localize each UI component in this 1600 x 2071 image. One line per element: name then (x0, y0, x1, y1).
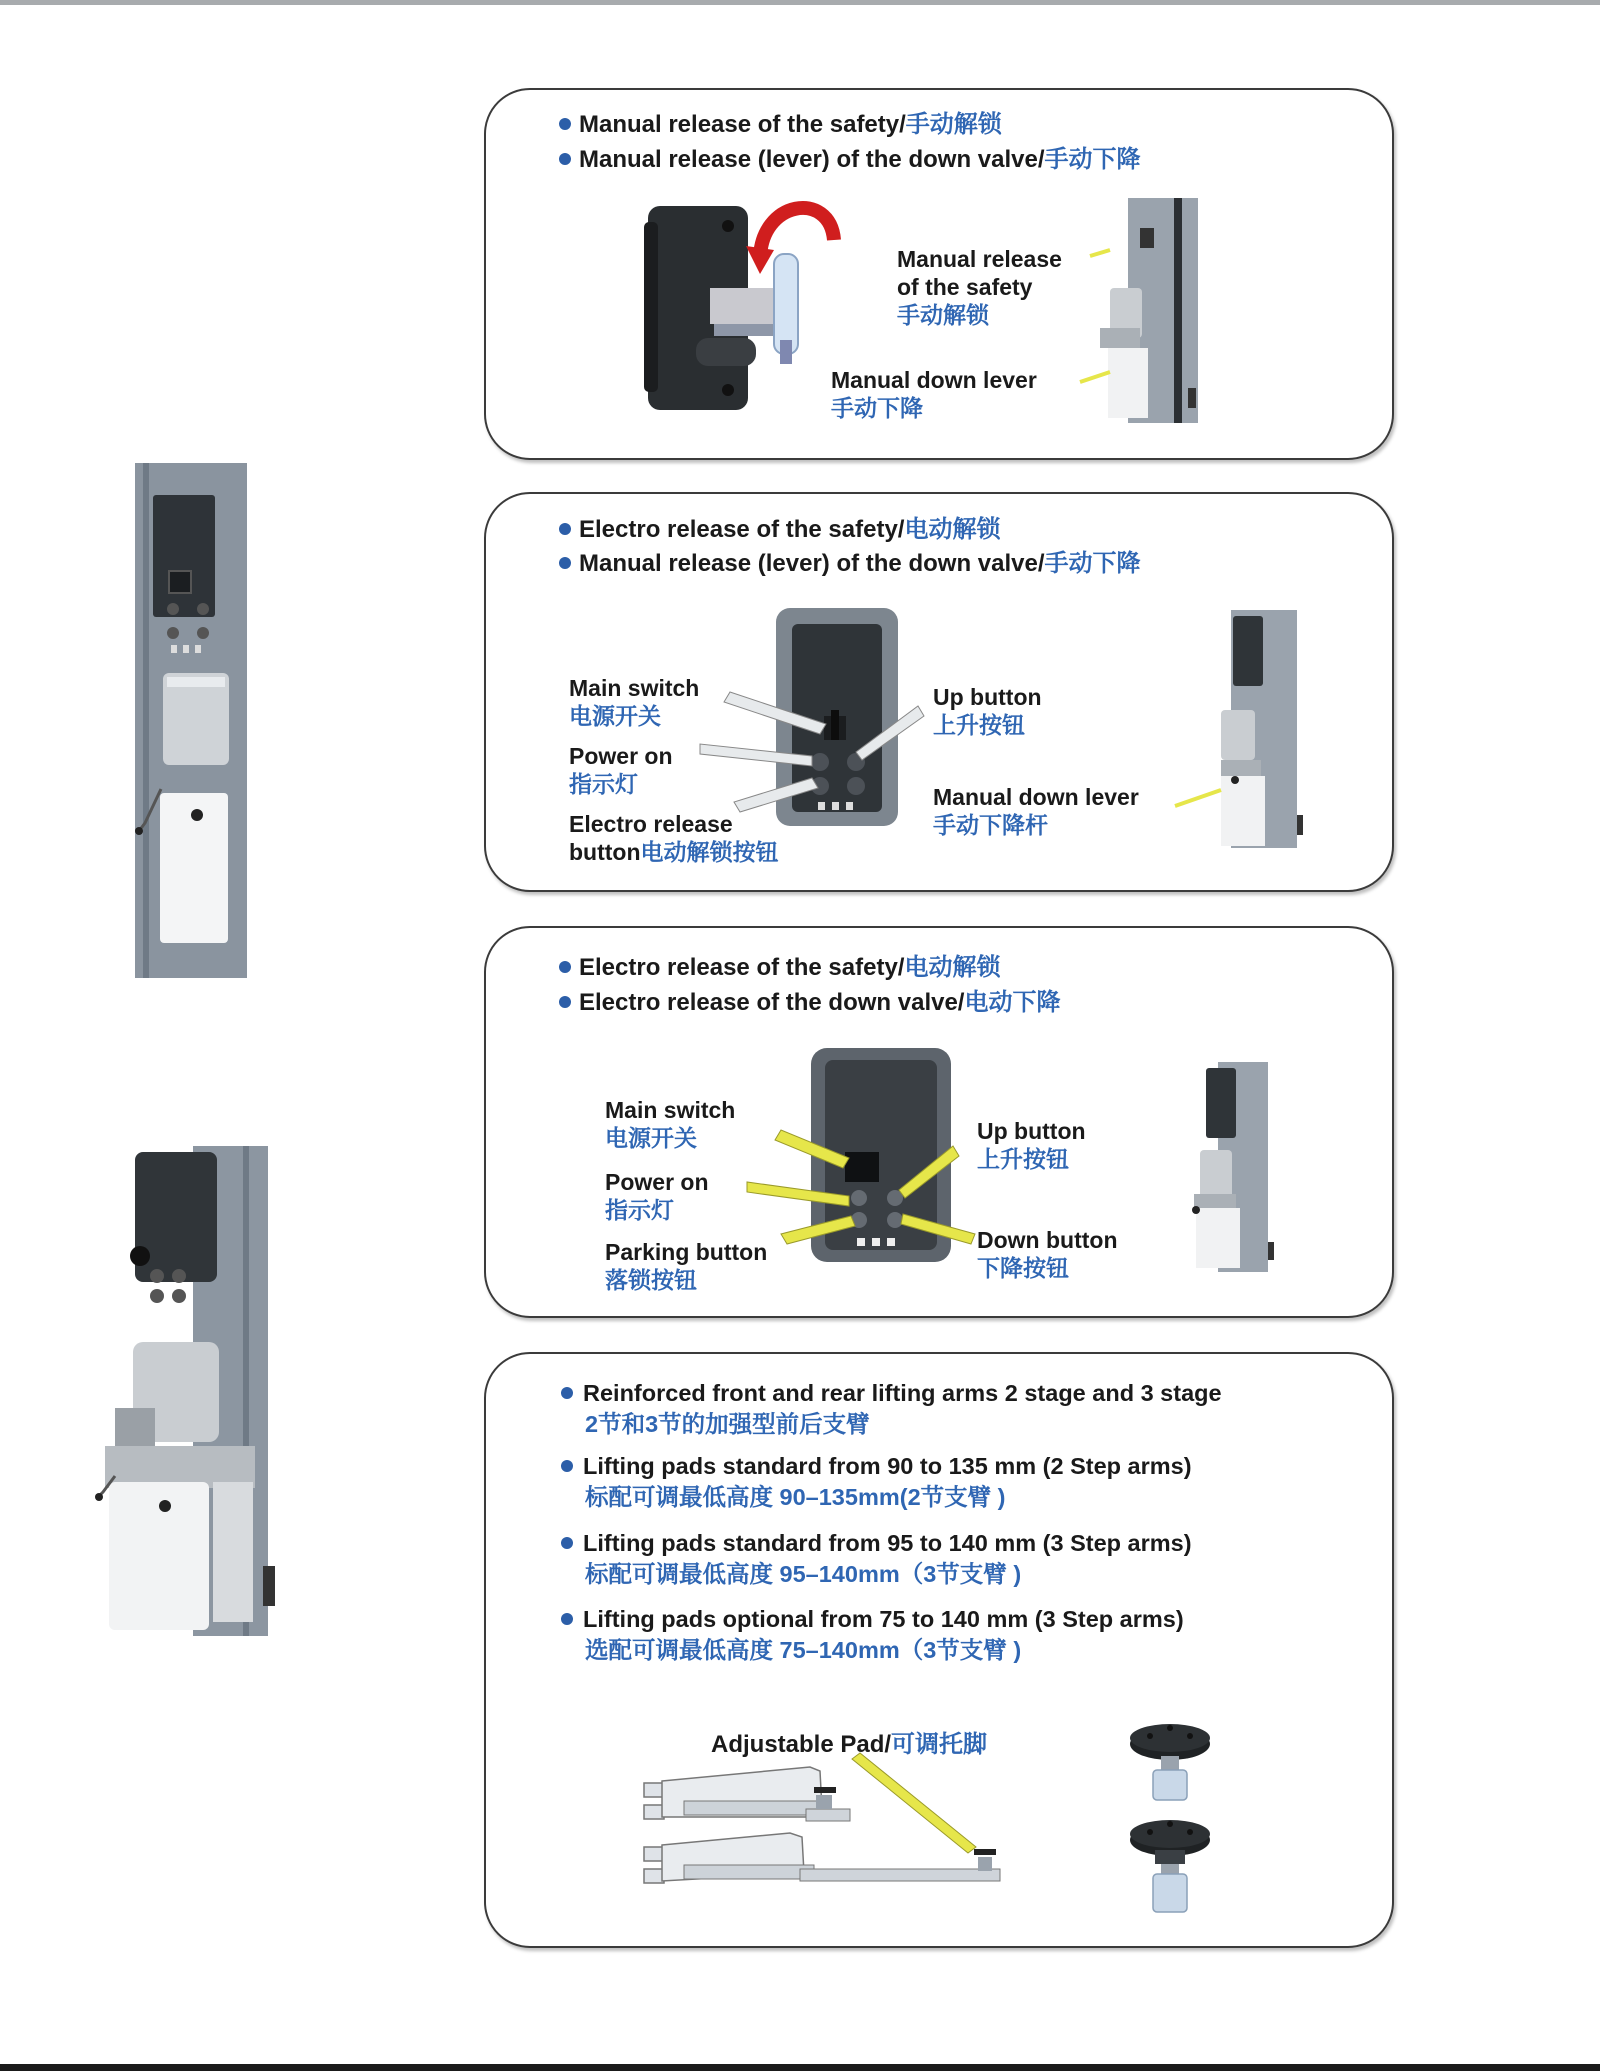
bullet-dot-icon (559, 523, 571, 535)
column-illustration-panel1 (1090, 198, 1200, 423)
left-column-illustration-1 (135, 463, 250, 978)
label-power-on-3: Power on 指示灯 (605, 1169, 709, 1223)
control-panel-illustration-2 (700, 606, 940, 826)
bullet-manual-down-valve: Manual release (lever) of the down valve/手动下降 (559, 139, 1141, 174)
top-rule (0, 0, 1600, 5)
label-main-switch: Main switch 电源开关 (569, 675, 700, 729)
bullet-electro-down-valve: Electro release of the down valve/电动下降 (559, 982, 1060, 1017)
bullet-manual-safety: Manual release of the safety/手动解锁 (559, 104, 1002, 139)
label-parking-button: Parking button 落锁按钮 (605, 1239, 768, 1293)
bullet-dot-icon (561, 1460, 573, 1472)
column-illustration-panel2 (1175, 610, 1305, 850)
bottom-rule (0, 2064, 1600, 2071)
bullet-dot-icon (559, 961, 571, 973)
label-up-button-3: Up button 上升按钮 (977, 1118, 1086, 1172)
bullet-dot-icon (561, 1537, 573, 1549)
label-power-on: Power on 指示灯 (569, 743, 673, 797)
label-adjustable-pad: Adjustable Pad/可调托脚 (711, 1731, 988, 1758)
bullet-dot-icon (559, 153, 571, 165)
label-down-button: Down button 下降按钮 (977, 1227, 1118, 1281)
label-electro-release-button: Electro release button电动解锁按钮 (569, 811, 779, 865)
bullet-dot-icon (561, 1387, 573, 1399)
bullet-reinforced-arms: Reinforced front and rear lifting arms 2 stage and 3 stage 2节和3节的加强型前后支臂 (561, 1378, 1222, 1440)
adjustable-pad-icon (1125, 1722, 1215, 1922)
bullet-manual-down-valve-2: Manual release (lever) of the down valve/手动下降 (559, 543, 1141, 578)
label-main-switch-3: Main switch 电源开关 (605, 1097, 736, 1151)
bullet-dot-icon (561, 1613, 573, 1625)
column-illustration-panel3 (1186, 1062, 1276, 1272)
label-manual-down-lever: Manual down lever 手动下降 (831, 367, 1037, 421)
bullet-dot-icon (559, 118, 571, 130)
left-column-illustration-2 (95, 1146, 285, 1636)
label-manual-release-safety: Manual release of the safety 手动解锁 (897, 246, 1062, 328)
bullet-electro-safety-2: Electro release of the safety/电动解锁 (559, 947, 1000, 982)
control-panel-illustration-3 (745, 1046, 985, 1266)
control-box-illustration (640, 190, 840, 420)
bullet-pads-3step: Lifting pads standard from 95 to 140 mm (3 Step arms) 标配可调最低高度 95–140mm（3节支臂 ) (561, 1528, 1192, 1590)
bullet-dot-icon (559, 557, 571, 569)
bullet-electro-safety: Electro release of the safety/电动解锁 (559, 509, 1000, 544)
label-manual-down-lever-2: Manual down lever 手动下降杆 (933, 784, 1139, 838)
label-up-button: Up button 上升按钮 (933, 684, 1042, 738)
bullet-pads-2step: Lifting pads standard from 90 to 135 mm (2 Step arms) 标配可调最低高度 90–135mm(2节支臂 ) (561, 1451, 1192, 1513)
bullet-pads-optional: Lifting pads optional from 75 to 140 mm (3 Step arms) 选配可调最低高度 75–140mm（3节支臂 ) (561, 1604, 1184, 1666)
lifting-arms-illustration (640, 1765, 1010, 1905)
bullet-dot-icon (559, 996, 571, 1008)
